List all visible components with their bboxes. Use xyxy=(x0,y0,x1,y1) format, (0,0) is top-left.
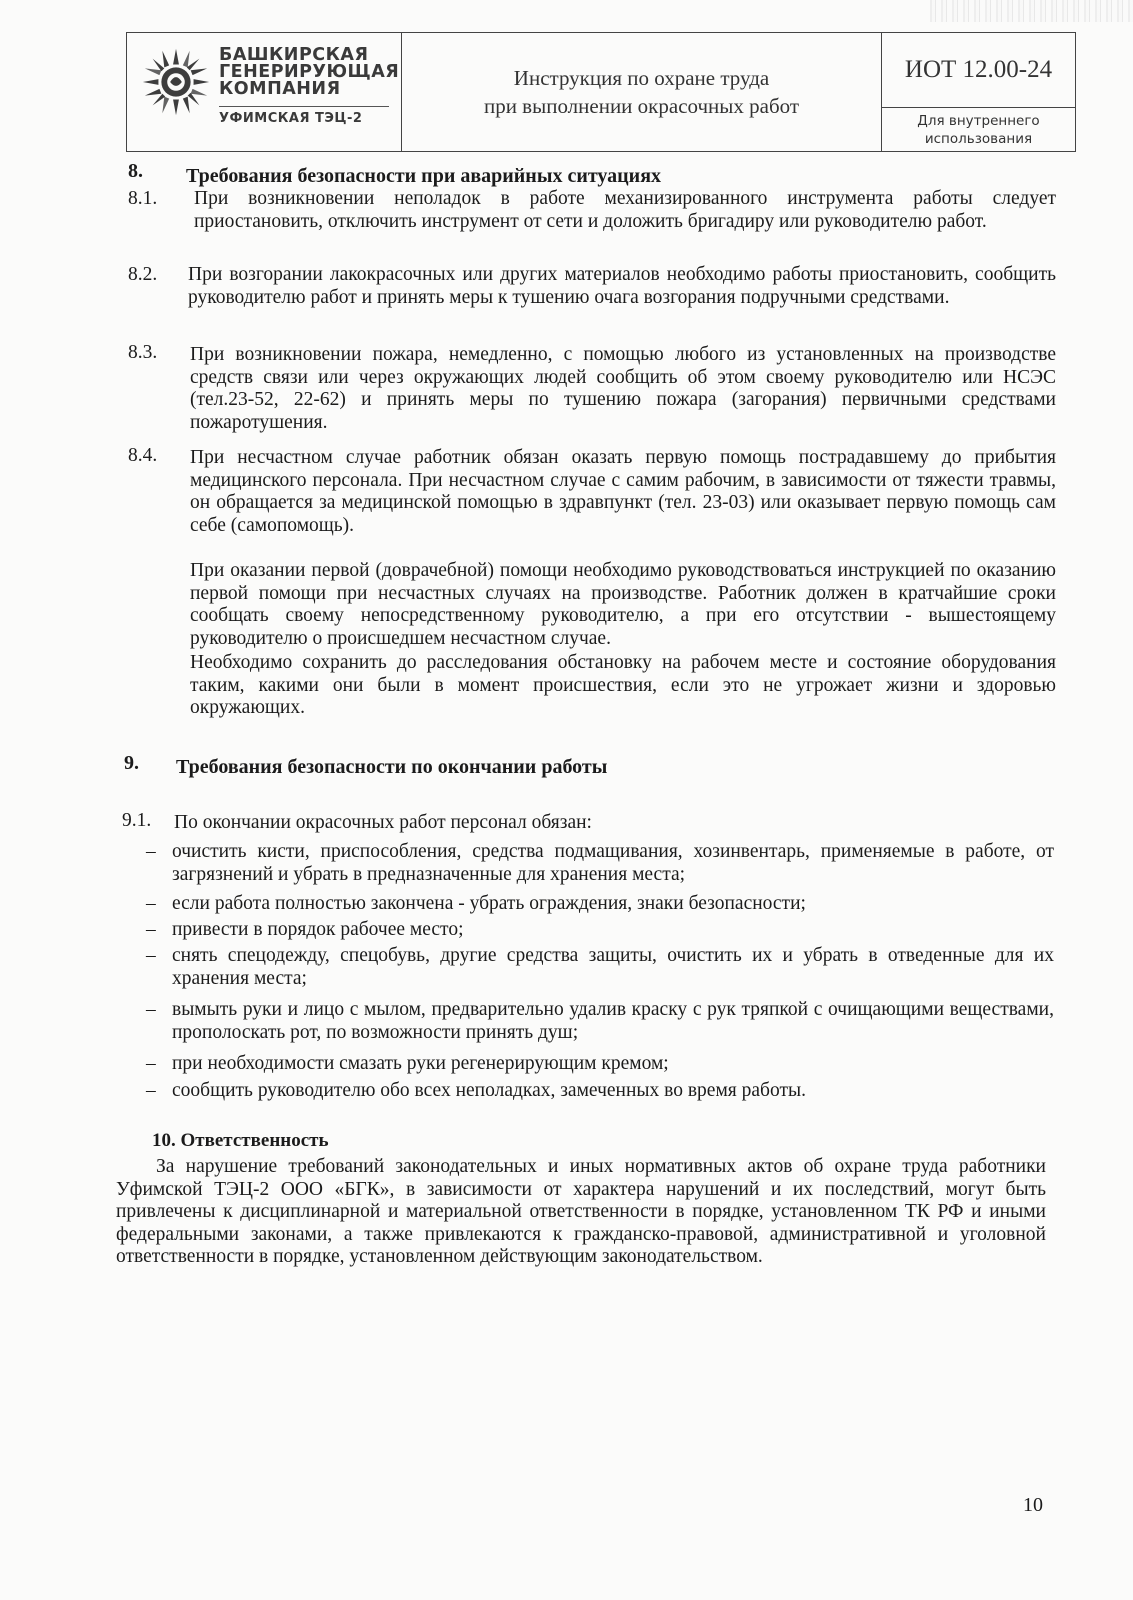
usage-note xyxy=(882,108,1075,151)
list-item-text: сообщить руководителю обо всех неполадках, замеченных во время работы. xyxy=(172,1080,806,1101)
logo-subtitle: УФИМСКАЯ ТЭЦ-2 xyxy=(219,111,363,126)
paragraph-text: За нарушение требований законодательных и иных нормативных актов об охране труда работники Уфимской ТЭЦ-2 ООО «БГК», в зависимости от характера нарушений и их последствий, могут быть привлечены к дисциплинарной и материальной ответственности в порядке, установленном ТК РФ и иными федеральными законами, а также привлекаются к гражданско-правовой, административной и уголовной ответственности в порядке, установленном действующим законодательством. xyxy=(116,1156,1046,1267)
paragraph-text: При возникновении неполадок в работе механизированного инструмента работы следует приостановить, отключить инструмент от сети и доложить бригадиру или руководителю работ. xyxy=(194,188,1056,232)
paragraph-number: 8.2. xyxy=(128,264,158,285)
document-title xyxy=(402,33,882,151)
title-line-1: Инструкция по охране труда xyxy=(513,66,770,90)
list-item-text: если работа полностью закончена - убрать ограждения, знаки безопасности; xyxy=(172,893,806,914)
sun-logo-icon xyxy=(137,43,215,121)
document-header xyxy=(126,32,1076,152)
paragraph-text: При возгорании лакокрасочных или других материалов необходимо работы приостановить, сообщить руководителю работ и принять меры к тушению очага возгорания подручными средствами. xyxy=(188,264,1056,308)
scan-artifact xyxy=(930,0,1133,22)
company-logo xyxy=(127,33,402,151)
section-9-number: 9. xyxy=(124,752,139,774)
list-item-text: снять спецодежду, спецобувь, другие средства защиты, очистить их и убрать в отведенные для их хранения места; xyxy=(172,945,1054,989)
page-number: 10 xyxy=(1023,1494,1043,1516)
document-code: ИОТ 12.00-24 xyxy=(882,33,1075,108)
paragraph-text: По окончании окрасочных работ персонал обязан: xyxy=(174,812,592,833)
paragraph-number: 8.4. xyxy=(128,445,158,466)
section-9-title: Требования безопасности по окончании работы xyxy=(176,756,608,778)
title-line-2: при выполнении окрасочных работ xyxy=(483,94,800,118)
section-8-title: Требования безопасности при аварийных ситуациях xyxy=(186,165,662,187)
paragraph-text: При несчастном случае работник обязан оказать первую помощь пострадавшему до прибытия медицинского персонала. При несчастном случае с самим рабочим, в зависимости от тяжести травмы, он обращается за медицинской помощью в здравпункт (тел. 23-03) или оказывает первую помощь сам себе (самопомощь). xyxy=(190,447,1056,536)
list-item-text: вымыть руки и лицо с мылом, предварительно удалив краску с рук тряпкой с очищающими веществами, прополоскать рот, по возможности принять душ; xyxy=(172,999,1054,1043)
list-dash: – xyxy=(146,945,156,966)
list-item-text: при необходимости смазать руки регенерирующим кремом; xyxy=(172,1053,669,1074)
list-dash: – xyxy=(146,841,156,862)
paragraph-text-continued: Необходимо сохранить до расследования обстановку на рабочем месте и состояние оборудования таким, какими они были в момент происшествия, если это не угрожает жизни и здоровью окружающих. xyxy=(190,652,1056,718)
list-dash: – xyxy=(146,893,156,914)
list-item-text: привести в порядок рабочее место; xyxy=(172,919,464,940)
section-8-number: 8. xyxy=(128,160,143,182)
paragraph-number: 8.3. xyxy=(128,342,158,363)
paragraph-text: При возникновении пожара, немедленно, с помощью любого из установленных на производстве средств связи или через окружающих людей сообщить об этом своему руководителю или НСЭС (тел.23-52, 22-62) и принять меры по тушению пожара (загорания) первичными средствами пожаротушения. xyxy=(190,344,1056,433)
logo-line-3: КОМПАНИЯ xyxy=(219,79,341,99)
list-dash: – xyxy=(146,919,156,940)
logo-divider xyxy=(219,106,389,107)
section-10-title: 10. Ответственность xyxy=(152,1130,329,1151)
list-dash: – xyxy=(146,999,156,1020)
logo-text xyxy=(219,47,399,98)
usage-line-2: использования xyxy=(924,130,1033,147)
logo-line-1: БАШКИРСКАЯ xyxy=(219,45,369,65)
usage-line-1: Для внутреннего xyxy=(917,112,1040,129)
paragraph-number: 9.1. xyxy=(122,810,152,831)
list-dash: – xyxy=(146,1080,156,1101)
logo-line-2: ГЕНЕРИРУЮЩАЯ xyxy=(219,62,400,82)
paragraph-text-continued: При оказании первой (доврачебной) помощи необходимо руководствоваться инструкцией по оказанию первой помощи при несчастных случаях на производстве. Работник должен в кратчайшие сроки сообщать своему непосредственному руководителю, а при его отсутствии - вышестоящему руководителю о происшедшем несчастном случае. xyxy=(190,560,1056,649)
list-dash: – xyxy=(146,1053,156,1074)
list-item-text: очистить кисти, приспособления, средства подмащивания, хозинвентарь, применяемые в работе, от загрязнений и убрать в предназначенные для хранения места; xyxy=(172,841,1054,885)
paragraph-number: 8.1. xyxy=(128,188,158,209)
